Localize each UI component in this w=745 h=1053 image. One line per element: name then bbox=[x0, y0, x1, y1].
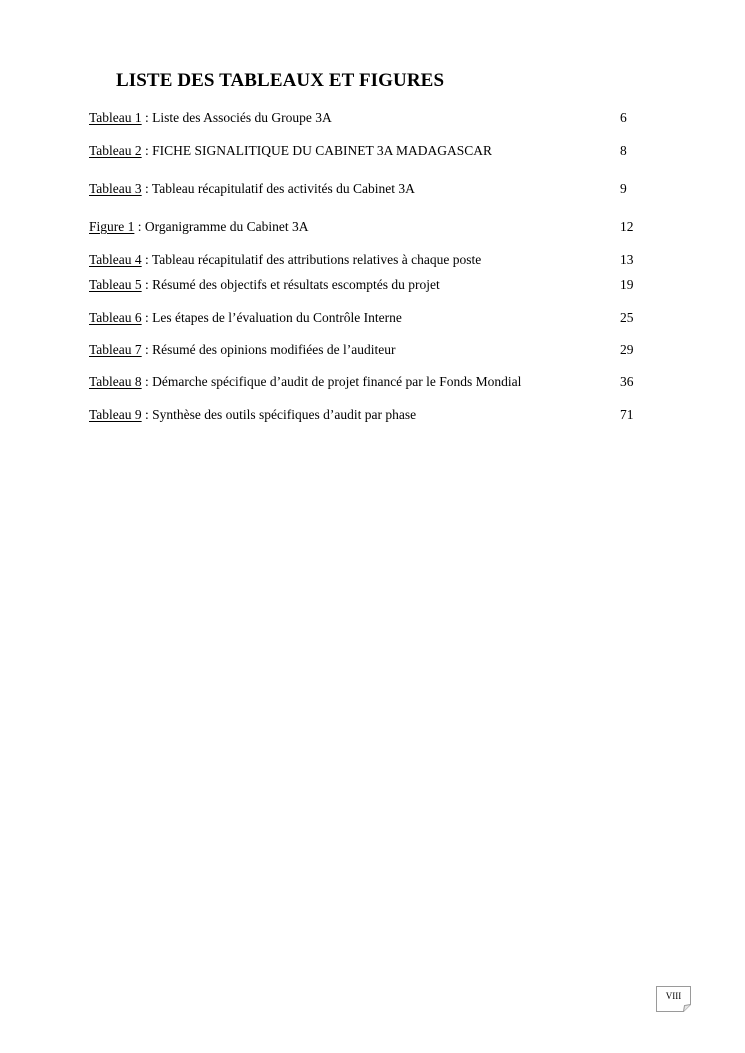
page-title: LISTE DES TABLEAUX ET FIGURES bbox=[116, 70, 445, 91]
toc-entry-page: 9 bbox=[620, 181, 627, 196]
toc-separator: : bbox=[134, 219, 145, 234]
toc-entry-text: Tableau récapitulatif des activités du Cabinet 3A bbox=[151, 181, 415, 196]
toc-entry-ref-link[interactable]: Tableau 7 bbox=[89, 342, 142, 357]
toc-entry-page: 8 bbox=[620, 143, 627, 158]
toc-entry-page: 19 bbox=[620, 277, 634, 292]
toc-entry-label bbox=[89, 373, 521, 391]
toc-entry-label bbox=[89, 341, 396, 359]
toc-entry-text: Tableau récapitulatif des attributions relatives à chaque poste bbox=[151, 252, 482, 267]
toc-entry-label bbox=[89, 218, 308, 236]
toc-entry-text: Résumé des opinions modifiées de l’auditeur bbox=[152, 342, 396, 357]
toc-entry-ref-link[interactable]: Tableau 3 bbox=[89, 181, 142, 196]
toc-separator: : bbox=[141, 143, 153, 158]
toc-entry-tableau-4[interactable] bbox=[89, 251, 649, 269]
toc-entry-page: 36 bbox=[620, 374, 634, 389]
toc-entry-label bbox=[89, 142, 492, 160]
toc-entry-text: FICHE SIGNALITIQUE DU CABINET 3A MADAGASCAR bbox=[152, 143, 493, 158]
toc-entry-tableau-9[interactable] bbox=[89, 406, 649, 424]
toc-entry-tableau-2[interactable] bbox=[89, 142, 649, 160]
toc-entry-text: Démarche spécifique d’audit de projet financé par le Fonds Mondial bbox=[152, 374, 522, 389]
toc-entry-ref-link[interactable]: Tableau 9 bbox=[89, 407, 142, 422]
toc-entry-text: Liste des Associés du Groupe 3A bbox=[152, 110, 332, 125]
toc-entry-ref-link[interactable]: Tableau 4 bbox=[89, 252, 142, 267]
toc-entry-text: Organigramme du Cabinet 3A bbox=[144, 219, 309, 234]
toc-entry-text: Les étapes de l’évaluation du Contrôle Interne bbox=[152, 310, 402, 325]
toc-separator: : bbox=[141, 252, 152, 267]
toc-entry-ref-link[interactable]: Tableau 8 bbox=[89, 374, 142, 389]
toc-separator: : bbox=[141, 181, 152, 196]
toc-entry-tableau-5[interactable] bbox=[89, 276, 649, 294]
toc-entry-ref-link[interactable]: Tableau 2 bbox=[89, 143, 142, 158]
toc-entry-tableau-6[interactable] bbox=[89, 309, 649, 327]
toc-entry-ref-link[interactable]: Tableau 1 bbox=[89, 110, 142, 125]
toc-separator: : bbox=[141, 407, 153, 422]
toc-entry-page: 13 bbox=[620, 252, 634, 267]
toc-entry-label bbox=[89, 309, 402, 327]
toc-entry-page: 29 bbox=[620, 342, 634, 357]
toc-entry-tableau-8[interactable] bbox=[89, 373, 649, 391]
toc-entry-label bbox=[89, 180, 415, 198]
toc-entry-ref-link[interactable]: Tableau 5 bbox=[89, 277, 142, 292]
toc-entry-ref-link[interactable]: Tableau 6 bbox=[89, 310, 142, 325]
toc-entry-page: 6 bbox=[620, 110, 627, 125]
toc-separator: : bbox=[141, 374, 153, 389]
toc-entry-page: 71 bbox=[620, 407, 634, 422]
page-number: VIII bbox=[665, 991, 682, 1001]
toc-entry-tableau-7[interactable] bbox=[89, 341, 649, 359]
page-number-box bbox=[656, 986, 691, 1012]
toc-separator: : bbox=[141, 110, 153, 125]
toc-separator: : bbox=[141, 277, 153, 292]
toc-separator: : bbox=[141, 310, 153, 325]
toc-entry-tableau-3[interactable] bbox=[89, 180, 649, 198]
toc-entry-label bbox=[89, 276, 440, 294]
toc-entry-label bbox=[89, 406, 416, 424]
toc-entry-label bbox=[89, 109, 332, 127]
toc-entry-page: 25 bbox=[620, 310, 634, 325]
toc-entry-tableau-1[interactable] bbox=[89, 109, 649, 127]
toc-entry-ref-link[interactable]: Figure 1 bbox=[89, 219, 135, 234]
toc-entry-page: 12 bbox=[620, 219, 634, 234]
toc-separator: : bbox=[141, 342, 153, 357]
toc-entry-text: Résumé des objectifs et résultats escomptés du projet bbox=[152, 277, 440, 292]
toc-entry-label bbox=[89, 251, 481, 269]
toc-entry-figure-1[interactable] bbox=[89, 218, 649, 236]
toc-entry-text: Synthèse des outils spécifiques d’audit par phase bbox=[152, 407, 417, 422]
